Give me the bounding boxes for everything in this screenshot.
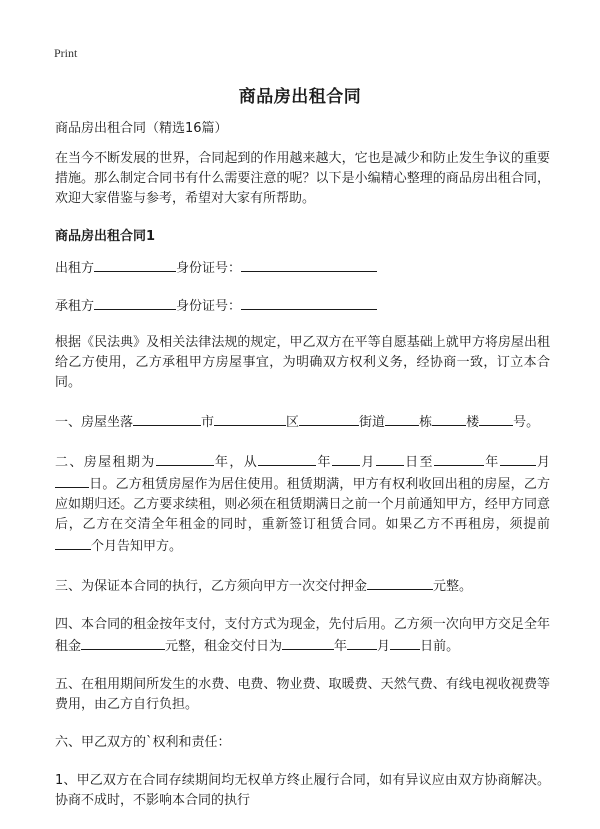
clause-text: 年，从 (213, 455, 259, 470)
clause-text: 年 (334, 639, 348, 654)
clause-text: 日。乙方租赁房屋作为居住使用。租赁期满，甲方有权利收回出租的房屋，乙方应如期归还。乙方要求续租，则必须在租赁期满日之前一个月前通知甲方，经甲方同意后，乙方在交清全年租金的同时，重新签订租赁合同。如果乙方不再租房，须提前 (55, 477, 550, 532)
id-label: 身份证号： (176, 299, 242, 314)
blank (390, 635, 420, 650)
blank (214, 411, 286, 426)
clause-text: 一、房屋坐落 (55, 415, 134, 430)
blank (156, 451, 214, 466)
blank (432, 411, 466, 426)
blank (434, 451, 484, 466)
clause-location (55, 411, 550, 433)
lessee-id-blank (241, 295, 377, 310)
clause-deposit (55, 575, 550, 597)
lessor-label: 出租方 (55, 261, 95, 276)
blank (55, 535, 91, 550)
lessor-id-blank (241, 257, 377, 272)
clause-text: 三、为保证本合同的执行，乙方须向甲方一次交付押金 (55, 579, 368, 594)
blank (81, 635, 165, 650)
document-subtitle: 商品房出租合同（精选16篇） (55, 121, 228, 136)
blank (367, 575, 433, 590)
blank (282, 635, 334, 650)
clause-text: 年 (483, 455, 500, 470)
lessee-name-blank (94, 295, 176, 310)
clause-text: 日至 (403, 455, 434, 470)
clause-rights-item: 1、甲乙双方在合同存续期间均无权单方终止履行合同，如有异议应由双方协商解决。协商不成时，不影响本合同的执行 (55, 773, 550, 808)
blank (299, 411, 359, 426)
clause-text: 街道 (359, 415, 386, 430)
preamble-paragraph: 根据《民法典》及相关法律法规的规定，甲乙双方在平等自愿基础上就甲方将房屋出租给乙方使用，乙方承租甲方房屋事宜，为明确双方权利义务，经协商一致，订立本合同。 (55, 335, 550, 390)
blank (332, 451, 360, 466)
clause-text: 二、房屋租期为 (55, 455, 156, 470)
document-body (55, 119, 550, 829)
section-heading: 商品房出租合同1 (55, 229, 156, 244)
lessee-line (55, 295, 550, 317)
blank (500, 451, 536, 466)
clause-text: 元整，租金交付日为 (165, 639, 283, 654)
id-label: 身份证号： (176, 261, 242, 276)
blank (376, 451, 404, 466)
clause-text: 市 (201, 415, 215, 430)
blank (55, 473, 89, 488)
clause-text: 栋 (419, 415, 433, 430)
clause-text: 四、本合同的租金按年支付，支付方式为现金，先付后用。乙方须一次向甲方交足全年租金 (55, 617, 550, 654)
clause-text: 年 (316, 455, 332, 470)
clause-rent (55, 615, 550, 657)
clause-rights-heading: 六、甲乙双方的`权利和责任： (55, 735, 231, 750)
clause-fees: 五、在租用期间所发生的水费、电费、物业费、取暖费、天然气费、有线电视收视费等费用，由乙方自行负担。 (55, 677, 550, 712)
intro-paragraph: 在当今不断发展的世界，合同起到的作用越来越大，它也是减少和防止发生争议的重要措施。那么制定合同书有什么需要注意的呢？以下是小编精心整理的商品房出租合同，欢迎大家借鉴与参考，希望对大家有所帮助。 (55, 151, 550, 206)
clause-text: 月 (359, 455, 376, 470)
print-link[interactable]: Print (54, 46, 78, 60)
clause-text: 区 (286, 415, 300, 430)
blank (347, 635, 377, 650)
clause-text: 月 (377, 639, 391, 654)
clause-text: 个月告知甲方。 (91, 539, 183, 554)
blank (385, 411, 419, 426)
clause-term (55, 451, 550, 557)
page-title: 商品房出租合同 (238, 87, 362, 107)
lessor-name-blank (94, 257, 176, 272)
clause-text: 日前。 (420, 639, 460, 654)
clause-text: 月 (535, 455, 550, 470)
blank (258, 451, 316, 466)
lessor-line (55, 257, 550, 279)
clause-text: 楼 (466, 415, 480, 430)
clause-text: 元整。 (433, 579, 473, 594)
lessee-label: 承租方 (55, 299, 95, 314)
clause-text: 号。 (513, 415, 540, 430)
blank (133, 411, 201, 426)
blank (479, 411, 513, 426)
